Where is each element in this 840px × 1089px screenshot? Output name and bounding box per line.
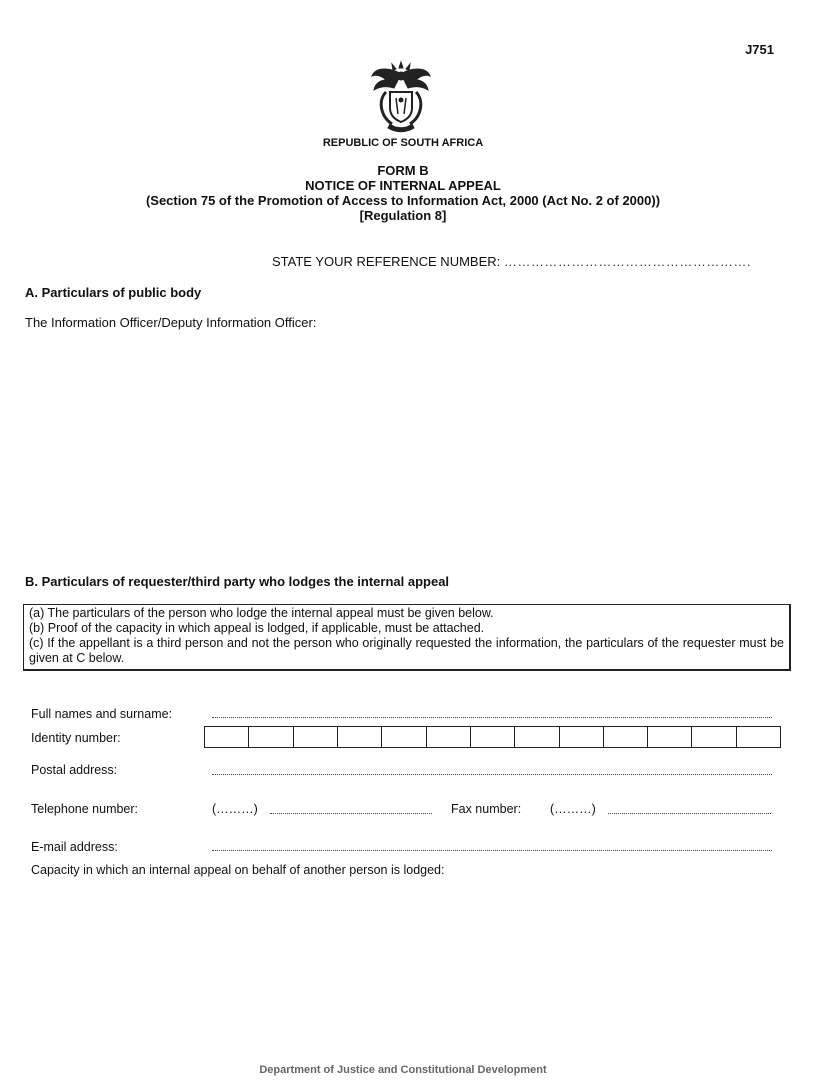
instruction-b: (b) Proof of the capacity in which appeal is lodged, if applicable, must be attached.	[29, 621, 485, 635]
reference-number-field[interactable]: ……………………………………………….	[503, 254, 751, 269]
identity-number-digit-box[interactable]	[338, 727, 382, 747]
identity-number-digit-box[interactable]	[648, 727, 692, 747]
instruction-a: (a) The particulars of the person who lodge the internal appeal must be given below.	[29, 606, 494, 620]
section-b-heading: B. Particulars of requester/third party who lodges the internal appeal	[25, 574, 450, 589]
footer-department: Department of Justice and Constitutional Development	[259, 1064, 547, 1076]
identity-number-digit-box[interactable]	[294, 727, 338, 747]
postal-address-field[interactable]	[212, 773, 772, 775]
telephone-label: Telephone number:	[31, 802, 139, 816]
telephone-area-code[interactable]: (………)	[212, 802, 258, 816]
identity-number-digit-box[interactable]	[427, 727, 471, 747]
information-officer-label: The Information Officer/Deputy Information Officer:	[25, 315, 317, 330]
identity-number-digit-box[interactable]	[604, 727, 648, 747]
identity-number-digit-box[interactable]	[249, 727, 293, 747]
identity-number-digit-box[interactable]	[382, 727, 426, 747]
reference-number-label: STATE YOUR REFERENCE NUMBER:	[272, 254, 501, 269]
identity-number-label: Identity number:	[31, 731, 121, 745]
identity-number-digit-box[interactable]	[471, 727, 515, 747]
fax-area-code[interactable]: (………)	[550, 802, 596, 816]
section-a-heading: A. Particulars of public body	[25, 285, 202, 300]
identity-number-digit-box[interactable]	[737, 727, 780, 747]
form-name: FORM B	[377, 163, 429, 178]
instruction-c: (c) If the appellant is a third person and not the person who originally requested the information, the particulars of the requester must be given at C below.	[29, 636, 784, 665]
form-code: J751	[745, 42, 774, 57]
email-field[interactable]	[212, 849, 772, 851]
fax-label: Fax number:	[451, 802, 522, 816]
identity-number-digit-box[interactable]	[692, 727, 736, 747]
full-names-field[interactable]	[212, 716, 772, 718]
fax-field[interactable]	[608, 812, 771, 814]
identity-number-boxes[interactable]	[204, 726, 781, 748]
postal-address-label: Postal address:	[31, 763, 118, 777]
form-title: NOTICE OF INTERNAL APPEAL	[305, 178, 501, 193]
identity-number-digit-box[interactable]	[515, 727, 559, 747]
regulation: [Regulation 8]	[359, 208, 447, 223]
telephone-field[interactable]	[270, 812, 432, 814]
instructions-box	[23, 604, 791, 671]
reference-number-row	[272, 254, 751, 269]
identity-number-digit-box[interactable]	[560, 727, 604, 747]
coat-of-arms-icon	[366, 58, 436, 136]
full-names-label: Full names and surname:	[31, 707, 173, 721]
country-name: REPUBLIC OF SOUTH AFRICA	[322, 137, 484, 149]
act-reference: (Section 75 of the Promotion of Access to Information Act, 2000 (Act No. 2 of 2000))	[145, 193, 661, 208]
capacity-label: Capacity in which an internal appeal on behalf of another person is lodged:	[31, 863, 445, 877]
identity-number-digit-box[interactable]	[205, 727, 249, 747]
form-title-block	[0, 163, 806, 223]
email-label: E-mail address:	[31, 840, 118, 854]
